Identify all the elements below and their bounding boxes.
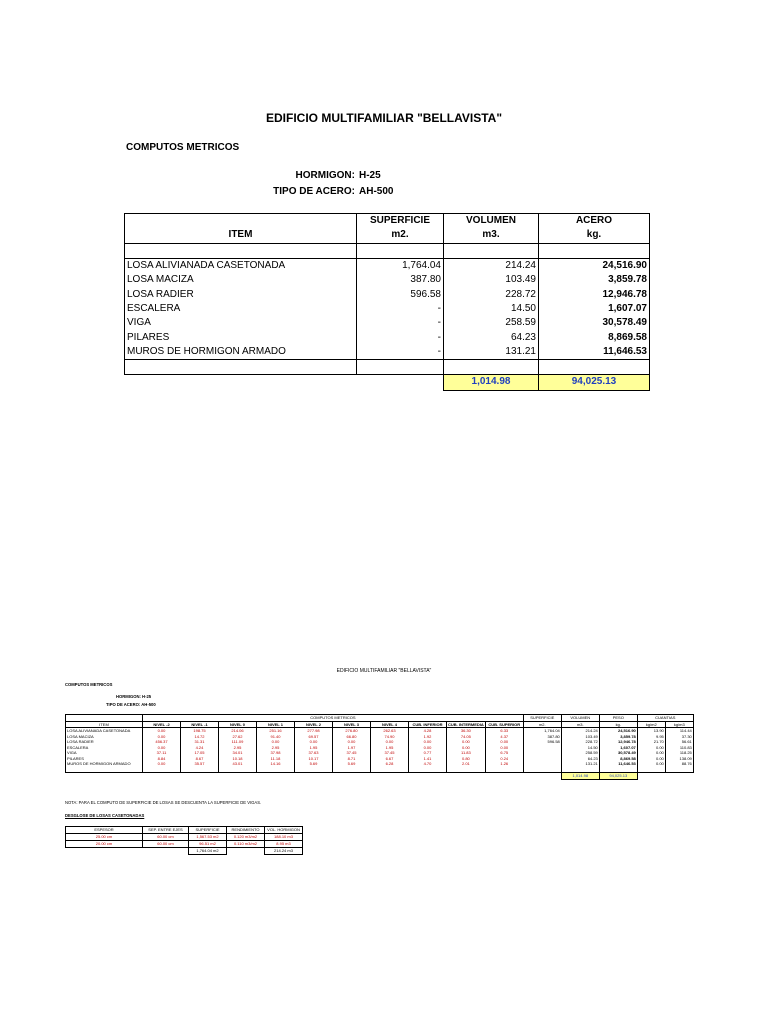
detail-cell: 103.49 <box>561 734 599 740</box>
detail-cell: 0.00 <box>447 745 486 751</box>
detail-cell: 56.61 <box>665 739 693 745</box>
detail-cell: 277.98 <box>295 728 333 734</box>
desglose-total-volumen: 214.24 m3 <box>265 848 303 855</box>
header-acero: ACERO <box>539 214 650 229</box>
summary-row <box>125 345 650 360</box>
summary-row <box>125 316 650 330</box>
detail-cell: 64.23 <box>561 756 599 762</box>
detail-cell: 131.21 <box>561 761 599 767</box>
detail-cell: 251.16 <box>257 728 295 734</box>
detail-cell: 5.69 <box>333 761 371 767</box>
detail-cell: 138.09 <box>665 756 693 762</box>
summary-cell-superficie: 596.58 <box>357 287 444 301</box>
detail-cell: 0.00 <box>143 761 181 767</box>
desglose-cell: 0.120 m3/m2 <box>227 834 265 841</box>
detail-cuantias-header: CUANTIAS <box>637 715 693 722</box>
detail-cell: 14.72 <box>181 734 219 740</box>
detail-cell: 6.75 <box>485 750 523 756</box>
summary-cell-volumen: 64.23 <box>444 330 539 344</box>
summary-cell-superficie: 387.80 <box>357 273 444 287</box>
detail-cell: 35.57 <box>181 761 219 767</box>
detail-header-cell: CUB. INFERIOR <box>409 721 447 728</box>
detail-cell: 0.00 <box>333 739 371 745</box>
detail-header-cell: CUB. SUPERIOR <box>485 721 523 728</box>
total-acero: 94,025.13 <box>539 375 650 390</box>
detail-cell: 5.69 <box>295 761 333 767</box>
detail-cell: 4.28 <box>409 728 447 734</box>
header-volumen-unit: m3. <box>444 228 539 243</box>
header-acero-unit: kg. <box>539 228 650 243</box>
detail-title: EDIFICIO MULTIFAMILIAR "BELLAVISTA" <box>336 668 432 674</box>
detail-cell: 0.00 <box>257 739 295 745</box>
detail-hormigon: HORMIGON: H-25 <box>116 694 152 699</box>
detail-header-superficie: SUPERFICIE <box>523 715 561 722</box>
detail-cell: 6.67 <box>371 756 409 762</box>
summary-row <box>125 302 650 316</box>
detail-cell: 11,646.53 <box>599 761 637 767</box>
detail-cell: 4.37 <box>485 734 523 740</box>
detail-cell: MUROS DE HORMIGON ARMADO <box>66 761 143 767</box>
summary-cell-acero: 30,578.49 <box>539 316 650 330</box>
summary-cell-volumen: 131.21 <box>444 345 539 360</box>
summary-cell-acero: 24,516.90 <box>539 258 650 273</box>
detail-cell: 258.59 <box>561 750 599 756</box>
detail-cell: 37.11 <box>143 750 181 756</box>
desglose-header-cell: ESPESOR <box>66 827 143 834</box>
detail-cell: 456.37 <box>143 739 181 745</box>
summary-cell-superficie: - <box>357 302 444 316</box>
detail-cell: 4.70 <box>409 761 447 767</box>
header-superficie-unit: m2. <box>357 228 444 243</box>
detail-header-cell: NIVEL 4 <box>371 721 409 728</box>
detail-cell: 0.00 <box>485 739 523 745</box>
detail-cell: 30,578.49 <box>599 750 637 756</box>
detail-header-cell: NIVEL 2 <box>295 721 333 728</box>
desglose-table <box>65 826 303 855</box>
hormigon-label: HORMIGON: <box>295 170 355 181</box>
detail-group-header: COMPUTOS METRICOS <box>143 715 524 722</box>
detail-cell: 0.00 <box>143 745 181 751</box>
detail-cell: 276.80 <box>333 728 371 734</box>
detail-cell: 0.00 <box>637 745 665 751</box>
detail-cell: VIGA <box>66 750 143 756</box>
summary-cell-item: ESCALERA <box>125 302 357 316</box>
detail-table <box>65 714 694 780</box>
summary-row <box>125 258 650 273</box>
desglose-cell: 188.10 m3 <box>265 834 303 841</box>
detail-header-peso: PESO <box>599 715 637 722</box>
desglose-header-cell: SEP. ENTRE EJES <box>143 827 189 834</box>
detail-header-cell: NIVEL -1 <box>181 721 219 728</box>
detail-cell: 214.24 <box>561 728 599 734</box>
desglose-cell: 25.00 cm <box>66 834 143 841</box>
summary-row <box>125 287 650 301</box>
summary-table <box>124 213 650 391</box>
detail-total-peso: 94,025.13 <box>599 773 637 780</box>
detail-cell: 8,869.58 <box>599 756 637 762</box>
detail-cell: 1.41 <box>409 756 447 762</box>
header-item: ITEM <box>125 228 357 243</box>
detail-header-cell: m2. <box>523 721 561 728</box>
desglose-header-cell: SUPERFICIE <box>189 827 227 834</box>
detail-cell: 1.26 <box>485 761 523 767</box>
detail-cell: 262.63 <box>371 728 409 734</box>
detail-header-cell: kg/m3 <box>665 721 693 728</box>
detail-cell: 387.80 <box>523 734 561 740</box>
summary-cell-item: LOSA MACIZA <box>125 273 357 287</box>
detail-cell: ESCALERA <box>66 745 143 751</box>
detail-cell: 8.67 <box>181 756 219 762</box>
detail-cell: 88.76 <box>665 761 693 767</box>
summary-row <box>125 273 650 287</box>
detail-cell: 1,607.07 <box>599 745 637 751</box>
detail-cell: 2.95 <box>257 745 295 751</box>
detail-cell: 91.40 <box>257 734 295 740</box>
acero-value: AH-500 <box>359 186 394 197</box>
detail-cell: 0.00 <box>637 761 665 767</box>
document-subtitle: COMPUTOS METRICOS <box>126 142 240 153</box>
detail-cell: 1,764.04 <box>523 728 561 734</box>
detail-cell: 34.01 <box>219 750 257 756</box>
detail-total-volumen: 1,014.98 <box>561 773 599 780</box>
detail-cell: 0.00 <box>485 745 523 751</box>
detail-note: NOTA: PARA EL COMPUTO DE SUPERFICIE DE LOSAS SE DESCUENTA LA SUPERFICIE DE VIGAS. <box>65 800 262 805</box>
detail-cell: 0.00 <box>143 734 181 740</box>
detail-header-cell: NIVEL 3 <box>333 721 371 728</box>
detail-cell: 74.90 <box>371 734 409 740</box>
detail-cell: 11.18 <box>257 756 295 762</box>
detail-cell: 110.83 <box>665 745 693 751</box>
detail-cell: 36.30 <box>447 728 486 734</box>
desglose-header-cell: VOL. HORMIGON <box>265 827 303 834</box>
summary-cell-volumen: 103.49 <box>444 273 539 287</box>
desglose-title: DESGLOSE DE LOSAS CASETONADAS <box>65 813 145 818</box>
detail-cell: 198.75 <box>181 728 219 734</box>
detail-header-cell: NIVEL 0 <box>219 721 257 728</box>
detail-cell: 0.00 <box>409 745 447 751</box>
summary-cell-volumen: 14.50 <box>444 302 539 316</box>
detail-cell: 17.05 <box>181 750 219 756</box>
detail-cell: 13.90 <box>637 728 665 734</box>
detail-cell: 8.71 <box>333 756 371 762</box>
detail-cell: 31.31 <box>181 739 219 745</box>
detail-header-volumen: VOLUMEN <box>561 715 599 722</box>
summary-cell-superficie: - <box>357 345 444 360</box>
desglose-cell: 8.95 m3 <box>265 841 303 848</box>
total-volumen: 1,014.98 <box>444 375 539 390</box>
detail-acero: TIPO DE ACERO: AH-500 <box>106 702 156 707</box>
detail-cell: PILARES <box>66 756 143 762</box>
desglose-total-superficie: 1,764.04 m2 <box>189 848 227 855</box>
detail-cell: 0.00 <box>295 739 333 745</box>
detail-header-cell: kg. <box>599 721 637 728</box>
acero-label: TIPO DE ACERO: <box>273 186 355 197</box>
detail-header-cell: NIVEL 1 <box>257 721 295 728</box>
detail-cell: 37.63 <box>295 750 333 756</box>
summary-cell-item: LOSA ALIVIANADA CASETONADA <box>125 258 357 273</box>
detail-cell: LOSA ALIVIANADA CASETONADA <box>66 728 143 734</box>
summary-cell-volumen: 228.72 <box>444 287 539 301</box>
detail-cell: 37.98 <box>257 750 295 756</box>
detail-cell: 114.44 <box>665 728 693 734</box>
detail-cell: 43.01 <box>219 761 257 767</box>
detail-cell: 69.57 <box>295 734 333 740</box>
detail-cell: 74.05 <box>447 734 486 740</box>
detail-cell: 1.95 <box>371 745 409 751</box>
detail-cell: 0.80 <box>447 756 486 762</box>
detail-cell: 11.83 <box>447 750 486 756</box>
desglose-cell: 96.51 m2 <box>189 841 227 848</box>
desglose-row <box>66 834 303 841</box>
detail-cell: 12,946.78 <box>599 739 637 745</box>
header-superficie: SUPERFICIE <box>357 214 444 229</box>
detail-header-cell: NIVEL -2 <box>143 721 181 728</box>
detail-header-cell: ITEM <box>66 721 143 728</box>
summary-cell-acero: 3,859.78 <box>539 273 650 287</box>
summary-cell-superficie: - <box>357 316 444 330</box>
detail-cell: 0.00 <box>447 739 486 745</box>
desglose-row <box>66 841 303 848</box>
detail-cell: 228.72 <box>561 739 599 745</box>
detail-cell: 0.00 <box>409 739 447 745</box>
detail-cell: 118.25 <box>665 750 693 756</box>
desglose-cell: 20.00 cm <box>66 841 143 848</box>
detail-cell: 596.58 <box>523 739 561 745</box>
document-title: EDIFICIO MULTIFAMILIAR "BELLAVISTA" <box>265 111 503 125</box>
detail-cell: 8.84 <box>143 756 181 762</box>
detail-cell: 27.62 <box>219 734 257 740</box>
summary-cell-item: PILARES <box>125 330 357 344</box>
summary-cell-acero: 1,607.07 <box>539 302 650 316</box>
detail-cell: 1.95 <box>295 745 333 751</box>
detail-cell: 3,859.78 <box>599 734 637 740</box>
detail-cell: 9.95 <box>637 734 665 740</box>
detail-cell: 0.00 <box>371 739 409 745</box>
detail-cell: 0.24 <box>485 756 523 762</box>
detail-cell: 0.77 <box>409 750 447 756</box>
detail-header-cell: kg/m2 <box>637 721 665 728</box>
hormigon-value: H-25 <box>359 170 381 181</box>
summary-cell-superficie: - <box>357 330 444 344</box>
detail-cell: 37.45 <box>371 750 409 756</box>
detail-cell: 6.28 <box>371 761 409 767</box>
detail-cell: 1.92 <box>409 734 447 740</box>
detail-cell: 24,516.90 <box>599 728 637 734</box>
detail-cell: 21.70 <box>637 739 665 745</box>
detail-cell: 214.06 <box>219 728 257 734</box>
summary-cell-volumen: 214.24 <box>444 258 539 273</box>
summary-cell-superficie: 1,764.04 <box>357 258 444 273</box>
desglose-cell: 60.00 cm <box>143 841 189 848</box>
summary-cell-acero: 11,646.53 <box>539 345 650 360</box>
detail-cell: 66.80 <box>333 734 371 740</box>
summary-cell-item: LOSA RADIER <box>125 287 357 301</box>
detail-cell: 0.00 <box>637 756 665 762</box>
detail-cell: 14.50 <box>561 745 599 751</box>
detail-cell: 2.95 <box>219 745 257 751</box>
detail-cell: 2.01 <box>447 761 486 767</box>
summary-cell-item: MUROS DE HORMIGON ARMADO <box>125 345 357 360</box>
detail-cell: 0.00 <box>637 750 665 756</box>
detail-cell: 37.45 <box>333 750 371 756</box>
summary-cell-volumen: 258.59 <box>444 316 539 330</box>
summary-cell-acero: 12,946.78 <box>539 287 650 301</box>
summary-row <box>125 330 650 344</box>
detail-subtitle: COMPUTOS METRICOS <box>65 682 113 687</box>
detail-cell: 4.24 <box>181 745 219 751</box>
desglose-cell: 1,567.53 m2 <box>189 834 227 841</box>
detail-cell: 0.00 <box>143 728 181 734</box>
detail-cell: 37.30 <box>665 734 693 740</box>
detail-cell: 6.33 <box>485 728 523 734</box>
desglose-cell: 60.00 cm <box>143 834 189 841</box>
detail-cell: LOSA RADIER <box>66 739 143 745</box>
header-volumen: VOLUMEN <box>444 214 539 229</box>
detail-cell: 1.97 <box>333 745 371 751</box>
summary-cell-acero: 8,869.58 <box>539 330 650 344</box>
detail-cell: LOSA MACIZA <box>66 734 143 740</box>
detail-cell: 14.16 <box>257 761 295 767</box>
detail-cell: 10.17 <box>295 756 333 762</box>
detail-header-cell: m3. <box>561 721 599 728</box>
summary-cell-item: VIGA <box>125 316 357 330</box>
detail-cell: 111.09 <box>219 739 257 745</box>
detail-header-cell: CUB. INTERMEDIA <box>448 721 484 727</box>
desglose-header-cell: RENDIMIENTO <box>227 827 265 834</box>
desglose-cell: 0.110 m3/m2 <box>227 841 265 848</box>
detail-cell: 10.18 <box>219 756 257 762</box>
